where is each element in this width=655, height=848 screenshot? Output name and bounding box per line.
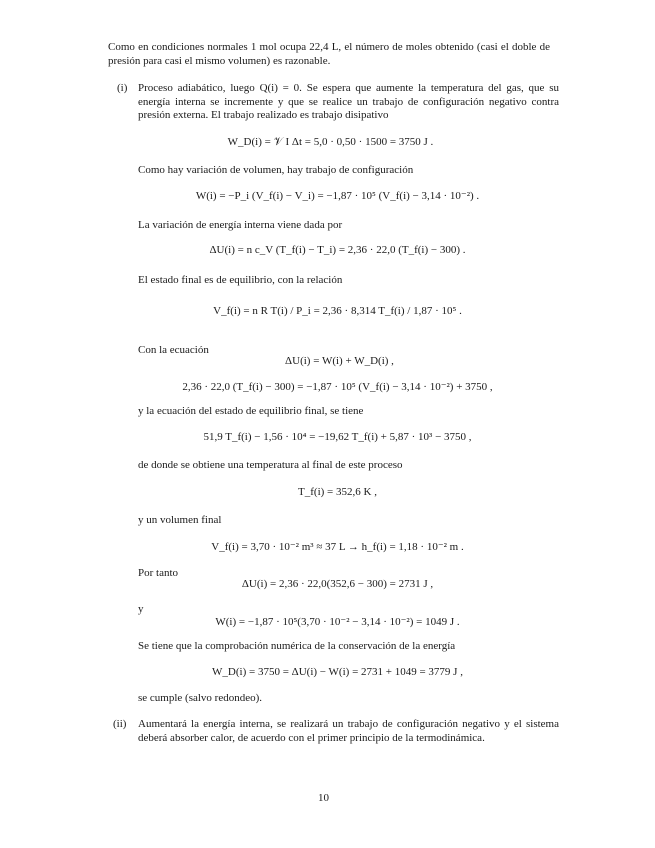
- text-final-state: El estado final es de equilibrio, con la relación: [138, 274, 343, 286]
- equation-delta-u: ΔU(i) = 2,36 · 22,0(352,6 − 300) = 2731 J ,: [241, 578, 434, 590]
- text-volume: y un volumen final: [138, 514, 222, 526]
- intro-paragraph: Como en condiciones normales 1 mol ocupa 22,4 L, el número de moles obtenido (casi el doble de presión para casi el mismo volumen) es razonable.: [108, 41, 550, 67]
- text-temperature: de donde se obtiene una temperatura al final de este proceso: [138, 459, 403, 471]
- equation-work-value: W(i) = −1,87 · 10⁵(3,70 · 10⁻² − 3,14 · 10⁻²) = 1049 J .: [215, 616, 460, 628]
- equation-volume: V_f(i) = 3,70 · 10⁻² m³ ≈ 37 L → h_f(i) = 1,18 · 10⁻² m .: [211, 541, 464, 553]
- text-fulfilled: se cumple (salvo redondeo).: [138, 692, 263, 704]
- equation-substituted: 2,36 · 22,0 (T_f(i) − 300) = −1,87 · 10⁵ (V_f(i) − 3,14 · 10⁻²) + 3750 ,: [182, 381, 493, 393]
- equation-internal-energy: ΔU(i) = n c_V (T_f(i) − T_i) = 2,36 · 22,0 (T_f(i) − 300) .: [209, 244, 466, 256]
- page-number: 10: [318, 792, 329, 804]
- item-ii-paragraph: Aumentará la energía interna, se realizará un trabajo de configuración negativo y el sistema deberá absorber calor, de acuerdo con el primer principio de la termodinámica.: [138, 718, 559, 744]
- equation-energy-check: W_D(i) = 3750 = ΔU(i) − W(i) = 2731 + 1049 = 3779 J ,: [212, 666, 463, 678]
- text-check: Se tiene que la comprobación numérica de la conservación de la energía: [138, 640, 456, 652]
- text-and: y: [138, 603, 144, 615]
- equation-linear: 51,9 T_f(i) − 1,56 · 10⁴ = −19,62 T_f(i) + 5,87 · 10³ − 3750 ,: [203, 431, 472, 443]
- equation-first-law: ΔU(i) = W(i) + W_D(i) ,: [285, 355, 394, 367]
- text-and-equation: y la ecuación del estado de equilibrio final, se tiene: [138, 405, 364, 417]
- equation-final-state: V_f(i) = n R T(i) / P_i = 2,36 · 8,314 T_f(i) / 1,87 · 10⁵ .: [213, 305, 462, 317]
- equation-configuration-work: W(i) = −P_i (V_f(i) − V_i) = −1,87 · 10⁵ (V_f(i) − 3,14 · 10⁻²) .: [195, 190, 480, 202]
- text-therefore: Por tanto: [138, 567, 179, 579]
- item-ii-label: (ii): [113, 718, 127, 730]
- equation-dissipative-work: W_D(i) = 𝒱 I Δt = 5,0 · 0,50 · 1500 = 3750 J .: [227, 136, 434, 148]
- text-with-equation: Con la ecuación: [138, 344, 209, 356]
- text-volume-change: Como hay variación de volumen, hay trabajo de configuración: [138, 164, 414, 176]
- equation-temperature: T_f(i) = 352,6 K ,: [298, 486, 377, 498]
- item-i-paragraph: Proceso adiabático, luego Q(i) = 0. Se espera que aumente la temperatura del gas, que su energía interna se incremente y que se realice un trabajo de configuración negativo contra presión externa. El trabajo realizado es trabajo disipativo: [138, 82, 559, 121]
- text-internal-energy: La variación de energía interna viene dada por: [138, 219, 343, 231]
- item-i-label: (i): [117, 82, 128, 94]
